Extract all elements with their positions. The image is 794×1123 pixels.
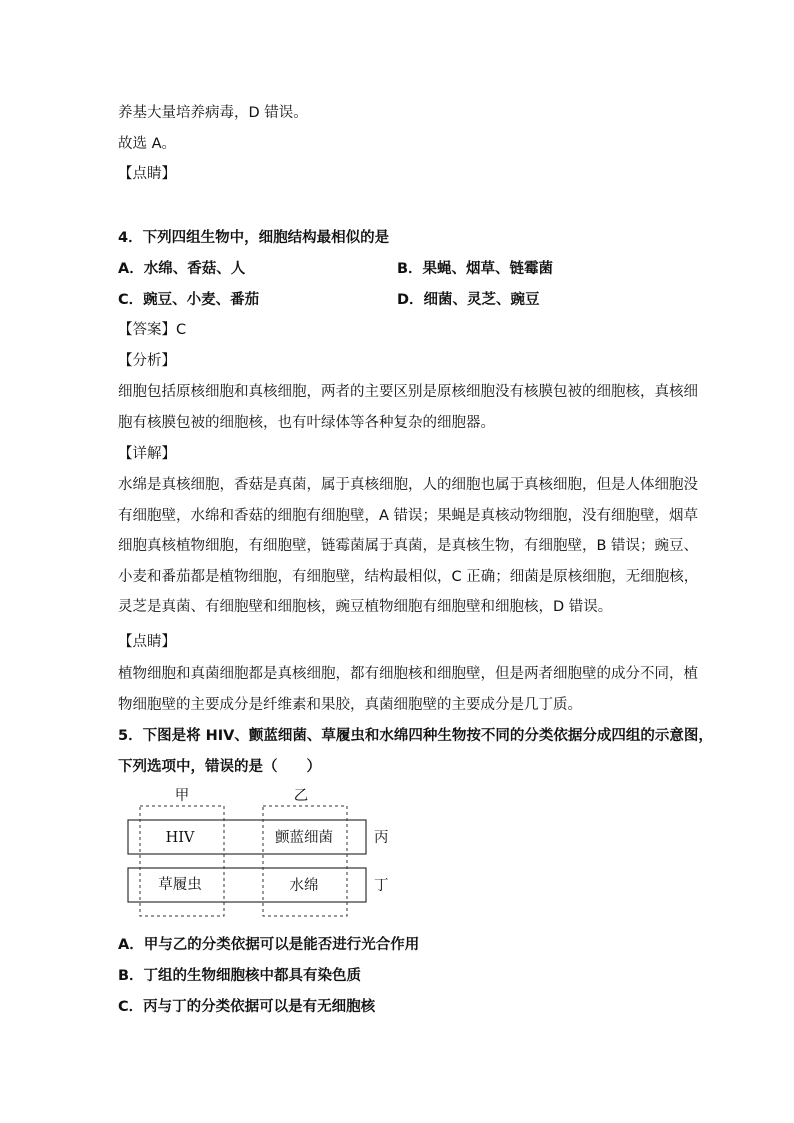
- q4-option-d: D．细菌、灵芝、豌豆: [397, 292, 540, 308]
- q5-stem: [118, 721, 713, 782]
- q4-option-c: C．豌豆、小麦、番茄: [118, 292, 260, 308]
- q4-option-b: B．果蝇、烟草、链霉菌: [397, 261, 554, 277]
- q4-note-line: 物细胞壁的主要成分是纤维素和果胶，真菌细胞壁的主要成分是几丁质。: [118, 696, 582, 713]
- q4-detail-line: 灵芝是真菌、有细胞壁和细胞核，豌豆植物细胞有细胞壁和细胞核，D 错误。: [118, 599, 613, 615]
- q5-option-a: A．甲与乙的分类依据可以是能否进行光合作用: [118, 937, 420, 953]
- label-yi: 乙: [293, 788, 309, 804]
- q5-option-b: B．丁组的生物细胞核中都具有染色质: [118, 968, 362, 984]
- cell-hiv: HIV: [165, 830, 195, 846]
- q4-answer: 【答案】C: [118, 322, 187, 338]
- q4-detail-line: 有细胞壁，水绵和香菇的细胞有细胞壁，A 错误；果蝇是真核动物细胞，没有细胞壁，烟草: [118, 507, 699, 524]
- dianjing-tag: 【点睛】: [118, 166, 176, 182]
- q4-detail-line: 细胞真核植物细胞，有细胞壁，链霉菌属于真菌，是真核生物，有细胞壁，B 错误；豌豆、: [118, 538, 699, 554]
- q4-analysis: [118, 377, 698, 438]
- q5-stem-line: 下列选项中，错误的是（ ）: [118, 758, 321, 775]
- label-ding: 丁: [374, 878, 389, 894]
- q4-analysis-line: 细胞包括原核细胞和真核细胞，两者的主要区别是原核细胞没有核膜包被的细胞核，真核细: [118, 384, 698, 400]
- group-yi-box: [263, 806, 347, 916]
- q4-detail-line: 小麦和番茄都是植物细胞，有细胞壁，结构最相似，C 正确；细菌是原核细胞，无细胞核，: [118, 568, 699, 585]
- q4-stem: 4．下列四组生物中，细胞结构最相似的是: [118, 230, 390, 246]
- q5-stem-line: 5．下图是将 HIV、颤蓝细菌、草履虫和水绵四种生物按不同的分类依据分成四组的示意图，: [118, 728, 713, 744]
- q4-note: [118, 659, 698, 720]
- q4-analysis-line: 胞有核膜包被的细胞核，也有叶绿体等各种复杂的细胞器。: [118, 414, 495, 431]
- q4-analysis-tag: 【分析】: [118, 353, 176, 369]
- classification-diagram: [118, 784, 418, 924]
- q4-detail: [118, 470, 699, 623]
- q4-detail-tag: 【详解】: [118, 446, 176, 462]
- cell-cyanobacteria: 颤蓝细菌: [275, 830, 333, 846]
- cell-paramecium: 草履虫: [158, 877, 202, 893]
- label-jia: 甲: [174, 788, 190, 804]
- cell-spirogyra: 水绵: [289, 878, 319, 894]
- group-jia-box: [140, 806, 224, 916]
- q5-option-c: C．丙与丁的分类依据可以是有无细胞核: [118, 999, 376, 1015]
- label-bing: 丙: [374, 830, 389, 846]
- q4-detail-line: 水绵是真核细胞，香菇是真菌，属于真核细胞，人的细胞也属于真核细胞，但是人体细胞没: [118, 477, 698, 493]
- q4-option-a: A．水绵、香菇、人: [118, 261, 246, 277]
- continued-text-line: 养基大量培养病毒，D 错误。: [118, 105, 308, 121]
- conclusion-text: 故选 A。: [118, 136, 177, 152]
- q4-note-line: 植物细胞和真菌细胞都是真核细胞，都有细胞核和细胞壁，但是两者细胞壁的成分不同，植: [118, 666, 698, 682]
- q4-note-tag: 【点睛】: [118, 634, 176, 650]
